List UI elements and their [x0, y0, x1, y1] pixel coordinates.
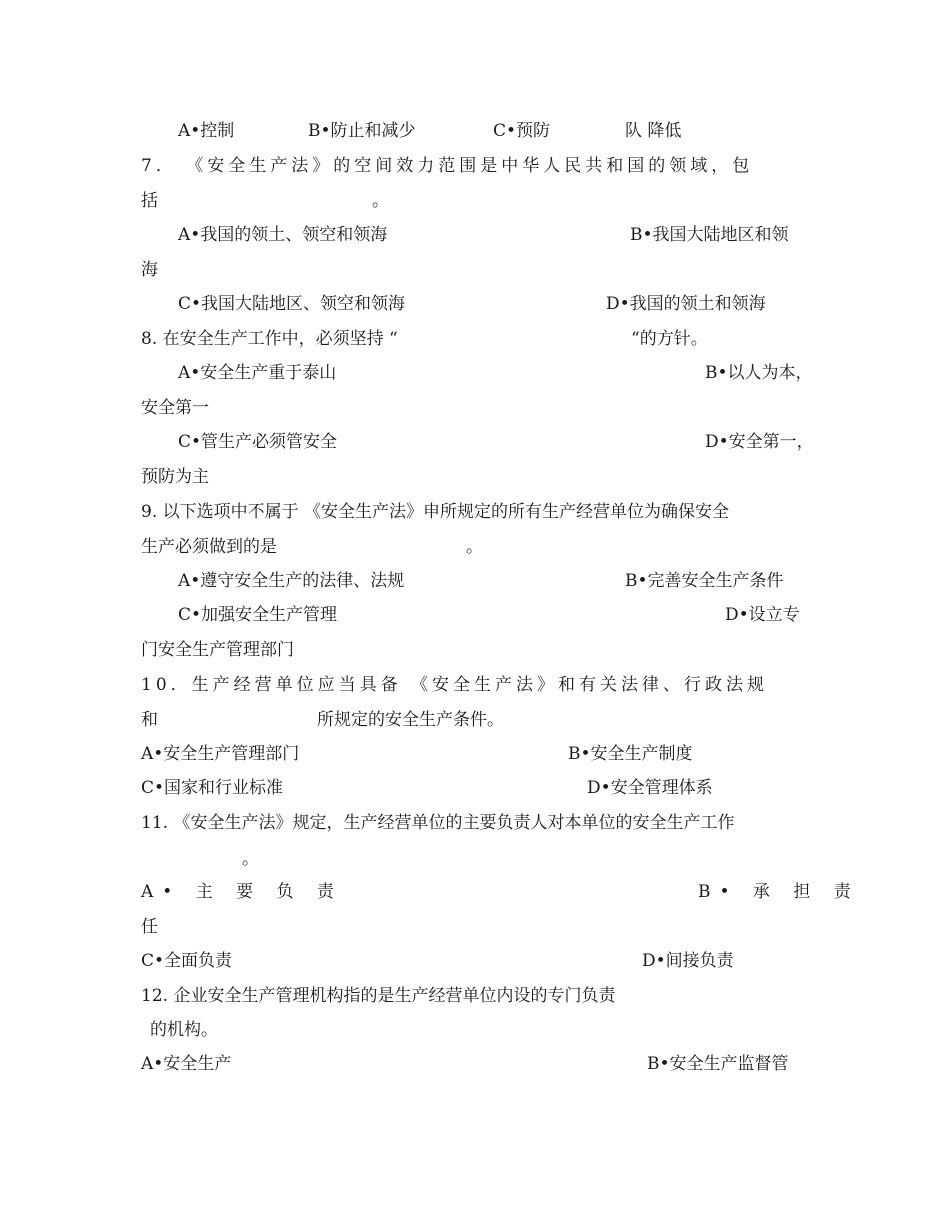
question-11-option-b-cont: 任 [141, 917, 158, 937]
question-8-option-b: B•以人为本， [705, 363, 813, 383]
question-12-option-a: A•安全生产 [141, 1054, 232, 1074]
question-11-text: 11. 《安全生产法》规定，生产经营单位的主要负责人对本单位的安全生产工作 [141, 813, 735, 833]
question-11-option-a: A• 主 要 负 责 [141, 882, 343, 902]
question-7-text-cont: 括 [141, 191, 158, 211]
question-8-text: 8. 在安全生产工作中，必须坚持 “ [141, 329, 398, 349]
question-9-blank-end: 。 [466, 537, 483, 557]
question-12-text-cont: 的机构。 [150, 1020, 218, 1040]
question-8-option-c: C•管生产必须管安全 [178, 432, 338, 452]
question-12-text: 12. 企业安全生产管理机构指的是生产经营单位内设的专门负责 [141, 986, 616, 1006]
question-8-option-d-cont: 预防为主 [141, 467, 209, 487]
question-7-text: 7． 《安全生产法》的空间效力范围是中华人民共和国的领域，包 [141, 156, 754, 176]
question-10-text-end: 所规定的安全生产条件。 [317, 710, 504, 730]
question-7-option-d: D•我国的领土和领海 [606, 294, 766, 314]
question-10-option-b: B•安全生产制度 [568, 744, 693, 764]
question-10-text-cont: 和 [141, 710, 158, 730]
question-7-option-c: C•我国大陆地区、领空和领海 [178, 294, 406, 314]
question-11-option-b: B• 承 担 责 [698, 882, 860, 902]
question-10-text: 10．生产经营单位应当具备 《安全生产法》和有关法律、行政法规 [141, 675, 769, 695]
option-a: A•控制 [178, 121, 235, 141]
question-12-option-b: B•安全生产监督管 [647, 1054, 789, 1074]
question-8-option-d: D•安全第一， [705, 432, 814, 452]
question-8-text-end: “的方针。 [631, 329, 708, 349]
question-9-option-d: D•设立专 [725, 605, 800, 625]
question-8-option-a: A•安全生产重于泰山 [178, 363, 337, 383]
option-b: B•防止和减少 [308, 121, 416, 141]
option-c: C•预防 [493, 121, 551, 141]
question-7-blank-end: 。 [372, 191, 389, 211]
question-9-option-c: C•加强安全生产管理 [178, 605, 338, 625]
question-7-option-b-cont: 海 [141, 260, 158, 280]
question-9-text: 9. 以下选项中不属于 《安全生产法》申所规定的所有生产经营单位为确保安全 [141, 502, 730, 522]
question-11-option-d: D•间接负责 [642, 951, 734, 971]
question-9-text-cont: 生产必须做到的是 [141, 537, 277, 557]
option-d: 队 降低 [625, 121, 682, 141]
question-11-blank-end: 。 [242, 849, 259, 869]
question-10-option-d: D•安全管理体系 [587, 778, 713, 798]
question-10-option-a: A•安全生产管理部门 [141, 744, 300, 764]
question-8-option-b-cont: 安全第一 [141, 398, 209, 418]
question-7-option-a: A•我国的领土、领空和领海 [178, 225, 388, 245]
question-11-option-c: C•全面负责 [141, 951, 233, 971]
question-9-option-d-cont: 门安全生产管理部门 [141, 640, 294, 660]
question-10-option-c: C•国家和行业标准 [141, 778, 284, 798]
question-9-option-a: A•遵守安全生产的法律、法规 [178, 571, 405, 591]
question-9-option-b: B•完善安全生产条件 [625, 571, 784, 591]
question-7-option-b: B•我国大陆地区和领 [630, 225, 789, 245]
